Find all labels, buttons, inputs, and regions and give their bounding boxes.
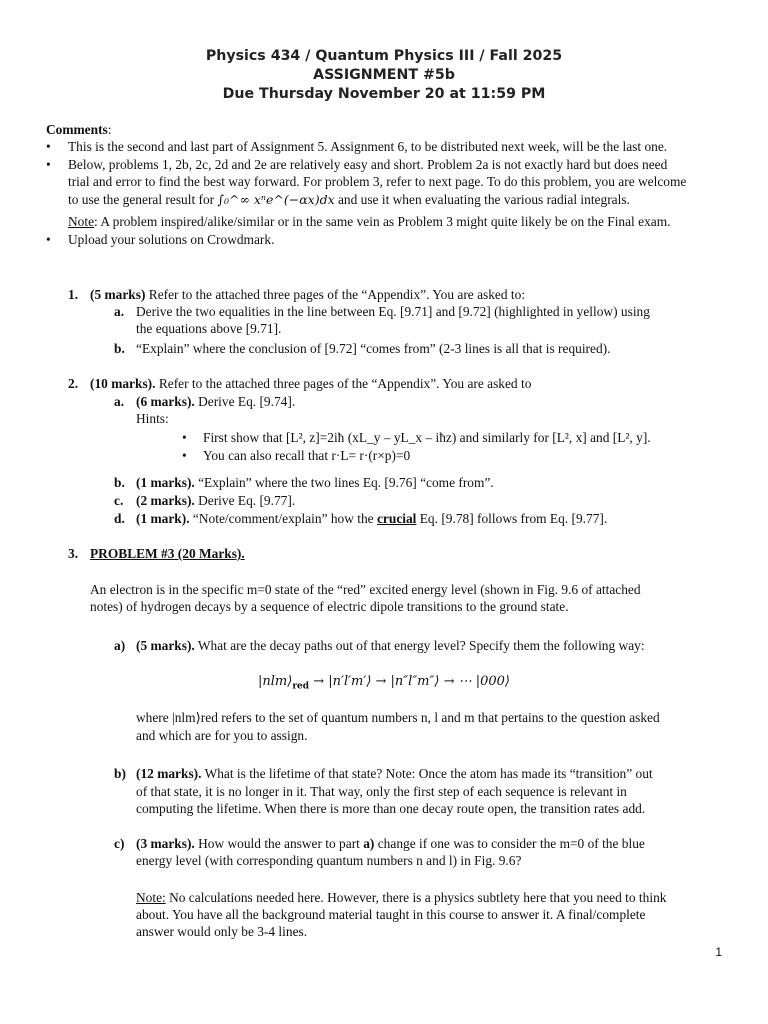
problem-3a-label: a): [114, 638, 126, 653]
problem-2b-label: b.: [114, 475, 125, 490]
bullet-icon: •: [46, 139, 51, 154]
problem-1-number: 1.: [68, 287, 79, 302]
problem-3-intro-line-1: An electron is in the specific m=0 state of the “red” excited energy level (shown in Fig. 9.6 of attached: [90, 582, 641, 597]
problem-3-number: 3.: [68, 546, 79, 561]
comment-2-line-2: trial and error to find the best way forward. For problem 3, refer to next page. To do this problem, you are welcome: [68, 174, 687, 189]
decay-path-formula: $|nlm⟩_{red}$ → |n′l′m′⟩ → |n″l″m″⟩ → ⋯ |000⟩: [258, 674, 510, 692]
problem-3c-line-2: energy level (with corresponding quantum numbers n and l) in Fig. 9.6?: [136, 853, 522, 868]
problem-2-intro: (10 marks). Refer to the attached three pages of the “Appendix”. You are asked to: [90, 376, 532, 391]
problem-3-title: PROBLEM #3 (20 Marks).: [90, 546, 245, 561]
assignment-title: ASSIGNMENT #5b: [313, 67, 455, 83]
problem-1a-line-1: Derive the two equalities in the line between Eq. [9.71] and [9.72] (highlighted in yellow) using: [136, 304, 650, 319]
problem-3b-line-3: computing the lifetime. When there is more than one decay route open, the transition rates add.: [136, 801, 646, 816]
problem-3c-note-line-3: answer would only be 3-4 lines.: [136, 924, 308, 939]
bullet-icon: •: [46, 232, 51, 247]
problem-1-intro: (5 marks) Refer to the attached three pages of the “Appendix”. You are asked to:: [90, 287, 526, 302]
comment-1: This is the second and last part of Assignment 5. Assignment 6, to be distributed next week, will be the last one.: [68, 139, 668, 154]
comment-2-line-3: to use the general result for ∫₀^∞ xⁿe^(−αx)dx and use it when evaluating the various radial integrals.: [68, 192, 630, 207]
problem-2c-label: c.: [114, 493, 124, 508]
bullet-icon: •: [46, 157, 51, 172]
problem-1a-label: a.: [114, 304, 125, 319]
problem-3c-label: c): [114, 836, 125, 851]
integral-formula: ∫₀^∞ xⁿe^(−αx)dx: [217, 192, 335, 207]
comment-3: Upload your solutions on Crowdmark.: [68, 232, 275, 247]
problem-2d-text: (1 mark). “Note/comment/explain” how the crucial Eq. [9.78] follows from Eq. [9.77].: [136, 511, 608, 526]
problem-3a-where-line-1: where |nlm⟩red refers to the set of quantum numbers n, l and m that pertains to the question asked: [136, 710, 660, 725]
problem-3b-line-1: (12 marks). What is the lifetime of that state? Note: Once the atom has made its “transition” out: [136, 766, 653, 781]
comment-2-note: Note: A problem inspired/alike/similar or in the same vein as Problem 3 might quite likely be on the Final exam.: [68, 214, 671, 229]
hint-1: First show that [L², z]=2iħ (xL_y – yL_x – iħz) and similarly for [L², x] and [L², y].: [203, 430, 651, 445]
problem-2a-text: (6 marks). Derive Eq. [9.74].: [136, 394, 296, 409]
problem-1b-text: “Explain” where the conclusion of [9.72] “comes from” (2-3 lines is all that is required).: [136, 341, 611, 356]
comments-heading: Comments:: [46, 122, 112, 137]
problem-2c-text: (2 marks). Derive Eq. [9.77].: [136, 493, 296, 508]
problem-3c-note-line-1: Note: No calculations needed here. However, there is a physics subtlety here that you need to think: [136, 890, 667, 905]
problem-3c-note-line-2: about. You have all the background material taught in this course to answer it. A final/complete: [136, 907, 646, 922]
problem-3c-line-1: (3 marks). How would the answer to part a) change if one was to consider the m=0 of the blue: [136, 836, 645, 851]
problem-2b-text: (1 marks). “Explain” where the two lines Eq. [9.76] “come from”.: [136, 475, 494, 490]
page-number: 1: [715, 945, 722, 959]
bullet-icon: •: [182, 448, 187, 463]
comment-2-line-1: Below, problems 1, 2b, 2c, 2d and 2e are relatively easy and short. Problem 2a is not exactly hard but does need: [68, 157, 668, 172]
course-title: Physics 434 / Quantum Physics III / Fall 2025: [205, 48, 563, 64]
problem-2a-label: a.: [114, 394, 125, 409]
hints-label: Hints:: [136, 411, 169, 426]
problem-2-number: 2.: [68, 376, 79, 391]
problem-3a-where-line-2: and which are for you to assign.: [136, 728, 308, 743]
problem-1b-label: b.: [114, 341, 125, 356]
problem-3a-text: (5 marks). What are the decay paths out of that energy level? Specify them the following way:: [136, 638, 645, 653]
due-date: Due Thursday November 20 at 11:59 PM: [222, 86, 546, 102]
hint-2: You can also recall that r·L= r·(r×p)=0: [203, 448, 411, 463]
problem-3b-line-2: of that state, it is no longer in it. That way, only the first step of each sequence is relevant in: [136, 784, 627, 799]
problem-3-intro-line-2: notes) of hydrogen decays by a sequence of electric dipole transitions to the ground state.: [90, 599, 569, 614]
problem-1a-line-2: the equations above [9.71].: [136, 321, 282, 336]
problem-3b-label: b): [114, 766, 126, 781]
problem-2d-label: d.: [114, 511, 125, 526]
bullet-icon: •: [182, 430, 187, 445]
